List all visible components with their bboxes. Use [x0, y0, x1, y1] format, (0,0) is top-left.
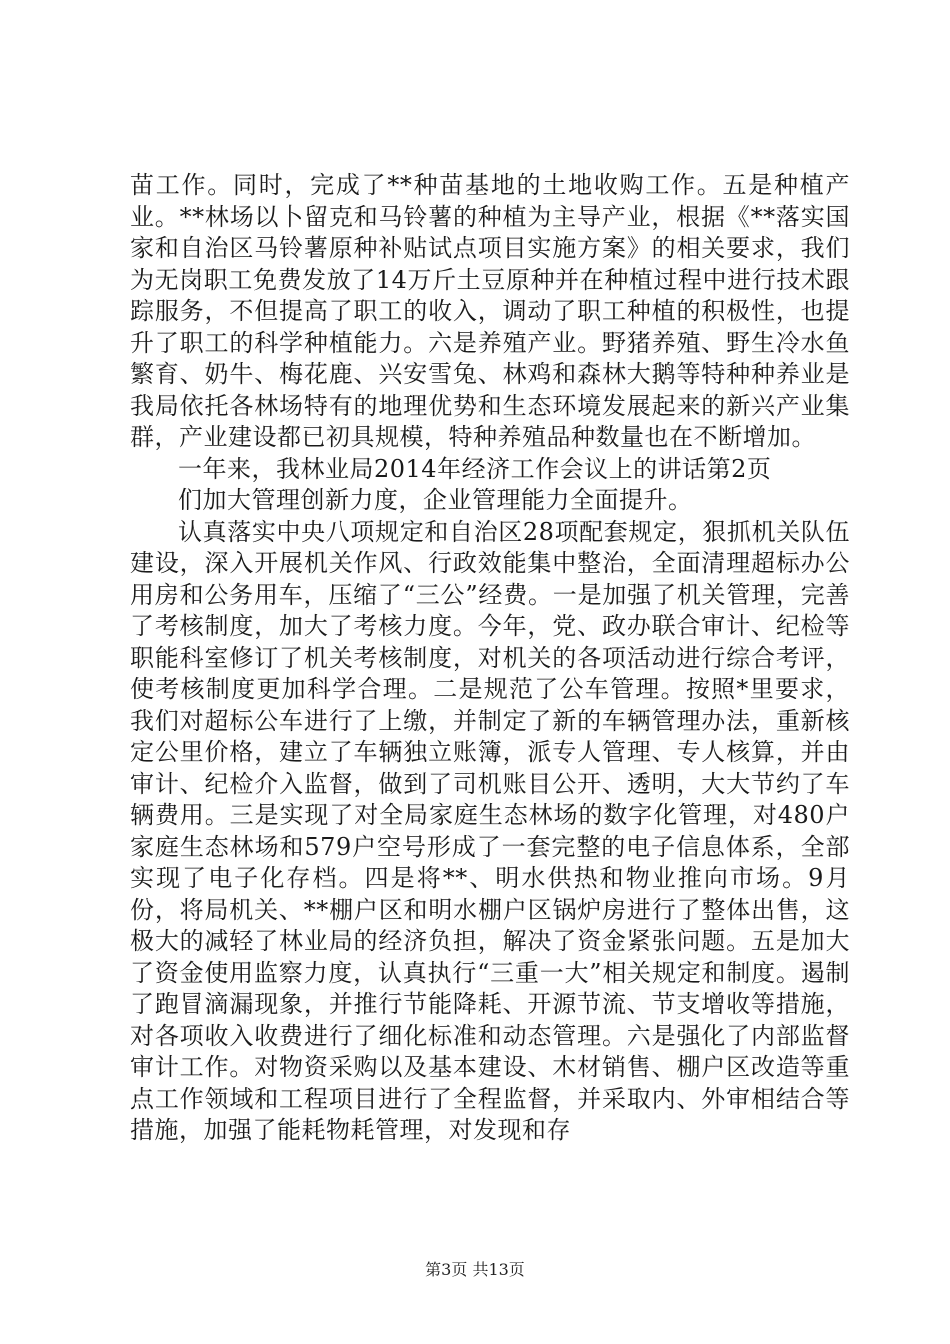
paragraph-section-heading: 一年来，我林业局2014年经济工作会议上的讲话第2页 — [178, 454, 772, 483]
document-body — [130, 170, 850, 1147]
page-footer: 第3页 共13页 — [425, 1260, 525, 1279]
paragraph-management-details: 认真落实中央八项规定和自治区28项配套规定，狠抓机关队伍建设，深入开展机关作风、行政效能集中整治，全面清理超标办公用房和公务用车，压缩了“三公”经费。一是加强了机关管理，完善了考核制度，加大了考核力度。今年，党、政办联合审计、纪检等职能科室修订了机关考核制度，对机关的各项活动进行综合考评，使考核制度更加科学合理。二是规范了公车管理。按照*里要求，我们对超标公车进行了上缴，并制定了新的车辆管理办法，重新核定公里价格，建立了车辆独立账簿，派专人管理、专人核算，并由审计、纪检介入监督，做到了司机账目公开、透明，大大节约了车辆费用。三是实现了对全局家庭生态林场的数字化管理，对480户家庭生态林场和579户空号形成了一套完整的电子信息体系，全部实现了电子化存档。四是将**、明水供热和物业推向市场。9月份，将局机关、**棚户区和明水棚户区锅炉房进行了整体出售，这极大的减轻了林业局的经济负担，解决了资金紧张问题。五是加大了资金使用监察力度，认真执行“三重一大”相关规定和制度。遏制了跑冒滴漏现象，并推行节能降耗、开源节流、节支增收等措施，对各项收入收费进行了细化标准和动态管理。六是强化了内部监督审计工作。对物资采购以及基本建设、木材销售、棚户区改造等重点工作领域和工程项目进行了全程监督，并采取内、外审相结合等措施，加强了能耗物耗管理，对发现和存 — [130, 517, 850, 1144]
paragraph-planting-breeding: 苗工作。同时，完成了**种苗基地的土地收购工作。五是种植产业。**林场以卜留克和马铃薯的种植为主导产业，根据《**落实国家和自治区马铃薯原种补贴试点项目实施方案》的相关要求，我们为无岗职工免费发放了14万斤土豆原种并在种植过程中进行技术跟踪服务，不但提高了职工的收入，调动了职工种植的积极性，也提升了职工的科学种植能力。六是养殖产业。野猪养殖、野生冷水鱼繁育、奶牛、梅花鹿、兴安雪兔、林鸡和森林大鹅等特种种养业是我局依托各林场特有的地理优势和生态环境发展起来的新兴产业集群，产业建设都已初具规模，特种养殖品种数量也在不断增加。 — [130, 171, 850, 451]
paragraph-management-intro: 们加大管理创新力度，企业管理能力全面提升。 — [178, 486, 693, 514]
